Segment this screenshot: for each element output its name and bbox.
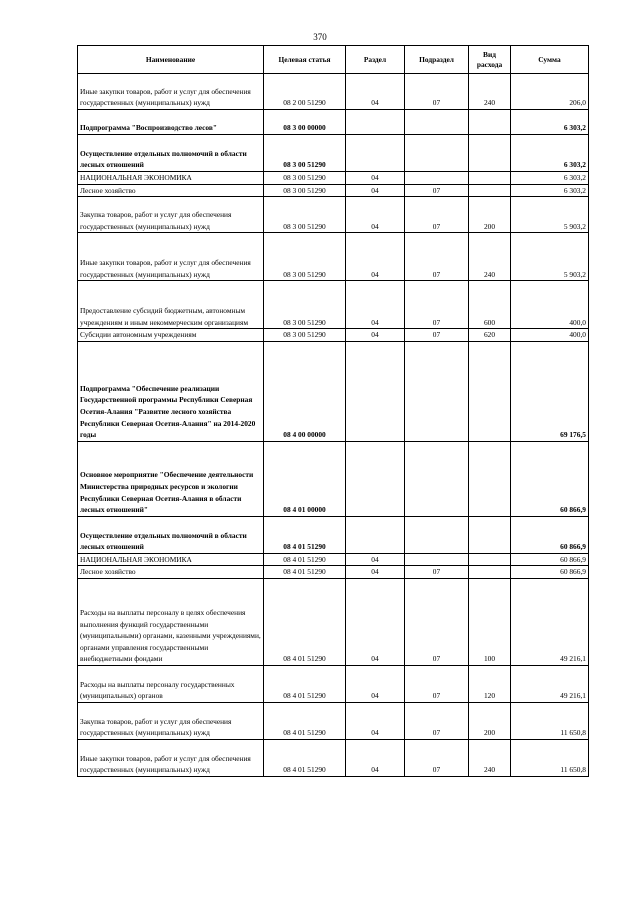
row-sum-cell: 206,0 bbox=[511, 74, 589, 110]
row-vr-cell bbox=[469, 566, 511, 579]
row-subsection-cell: 07 bbox=[405, 665, 469, 702]
row-subsection-cell bbox=[405, 172, 469, 185]
row-vr-cell bbox=[469, 172, 511, 185]
row-sum-cell: 60 866,9 bbox=[511, 441, 589, 516]
table-row bbox=[78, 281, 589, 329]
row-subsection-cell: 07 bbox=[405, 578, 469, 665]
row-code-cell: 08 4 01 00000 bbox=[264, 441, 346, 516]
row-name-cell: Подпрограмма "Воспроизводство лесов" bbox=[78, 110, 264, 135]
table-row bbox=[78, 172, 589, 185]
row-section-cell: 04 bbox=[346, 74, 405, 110]
row-name-cell: Подпрограмма "Обеспечение реализации Государственной программы Республики Северная Осетия-Алания "Развитие лесного хозяйства Республики Северная Осетия-Алания" на 2014-2020 годы bbox=[78, 341, 264, 441]
row-subsection-cell bbox=[405, 516, 469, 553]
row-sum-cell: 6 303,2 bbox=[511, 172, 589, 185]
row-sum-cell: 60 866,9 bbox=[511, 516, 589, 553]
table-row bbox=[78, 516, 589, 553]
row-code-cell: 08 3 00 00000 bbox=[264, 110, 346, 135]
row-code-cell: 08 3 00 51290 bbox=[264, 329, 346, 342]
table-row bbox=[78, 341, 589, 441]
row-section-cell: 04 bbox=[346, 553, 405, 566]
row-vr-cell: 240 bbox=[469, 74, 511, 110]
row-name-cell: Иные закупки товаров, работ и услуг для обеспечения государственных (муниципальных) нужд bbox=[78, 739, 264, 776]
header-code: Целевая статья bbox=[264, 46, 346, 74]
row-vr-cell bbox=[469, 184, 511, 197]
row-vr-cell: 600 bbox=[469, 281, 511, 329]
row-vr-cell bbox=[469, 441, 511, 516]
row-subsection-cell bbox=[405, 441, 469, 516]
row-sum-cell: 400,0 bbox=[511, 281, 589, 329]
row-code-cell: 08 4 00 00000 bbox=[264, 341, 346, 441]
table-row bbox=[78, 665, 589, 702]
row-subsection-cell bbox=[405, 341, 469, 441]
row-section-cell bbox=[346, 341, 405, 441]
row-name-cell: Лесное хозяйство bbox=[78, 184, 264, 197]
table-row bbox=[78, 110, 589, 135]
row-subsection-cell bbox=[405, 110, 469, 135]
row-subsection-cell: 07 bbox=[405, 329, 469, 342]
table-row bbox=[78, 702, 589, 739]
row-subsection-cell bbox=[405, 135, 469, 172]
row-subsection-cell: 07 bbox=[405, 197, 469, 233]
table-row bbox=[78, 441, 589, 516]
row-subsection-cell: 07 bbox=[405, 281, 469, 329]
header-sum: Сумма bbox=[511, 46, 589, 74]
row-vr-cell bbox=[469, 110, 511, 135]
row-section-cell: 04 bbox=[346, 739, 405, 776]
row-subsection-cell bbox=[405, 553, 469, 566]
row-section-cell: 04 bbox=[346, 233, 405, 281]
row-section-cell: 04 bbox=[346, 281, 405, 329]
row-section-cell bbox=[346, 110, 405, 135]
row-section-cell bbox=[346, 135, 405, 172]
row-vr-cell bbox=[469, 516, 511, 553]
row-section-cell bbox=[346, 516, 405, 553]
row-name-cell: Закупка товаров, работ и услуг для обеспечения государственных (муниципальных) нужд bbox=[78, 702, 264, 739]
row-subsection-cell: 07 bbox=[405, 74, 469, 110]
row-sum-cell: 5 903,2 bbox=[511, 233, 589, 281]
row-name-cell: Осуществление отдельных полномочий в области лесных отношений bbox=[78, 135, 264, 172]
header-vr: Вид расхода bbox=[469, 46, 511, 74]
table-header-row bbox=[78, 46, 589, 74]
table-row bbox=[78, 566, 589, 579]
row-sum-cell: 11 650,8 bbox=[511, 702, 589, 739]
row-section-cell: 04 bbox=[346, 172, 405, 185]
row-name-cell: Субсидии автономным учреждениям bbox=[78, 329, 264, 342]
row-name-cell: Основное мероприятие "Обеспечение деятельности Министерства природных ресурсов и экологии Республики Северная Осетия-Алания в области лесных отношений" bbox=[78, 441, 264, 516]
row-code-cell: 08 3 00 51290 bbox=[264, 135, 346, 172]
table-row bbox=[78, 135, 589, 172]
row-sum-cell: 6 303,2 bbox=[511, 135, 589, 172]
row-vr-cell bbox=[469, 553, 511, 566]
row-vr-cell: 240 bbox=[469, 739, 511, 776]
row-name-cell: Расходы на выплаты персоналу государственных (муниципальных) органов bbox=[78, 665, 264, 702]
row-sum-cell: 400,0 bbox=[511, 329, 589, 342]
row-subsection-cell: 07 bbox=[405, 184, 469, 197]
row-code-cell: 08 3 00 51290 bbox=[264, 184, 346, 197]
row-vr-cell bbox=[469, 341, 511, 441]
table-row bbox=[78, 184, 589, 197]
row-vr-cell: 240 bbox=[469, 233, 511, 281]
row-sum-cell: 60 866,9 bbox=[511, 553, 589, 566]
row-name-cell: Осуществление отдельных полномочий в области лесных отношений bbox=[78, 516, 264, 553]
row-code-cell: 08 4 01 51290 bbox=[264, 578, 346, 665]
row-code-cell: 08 3 00 51290 bbox=[264, 197, 346, 233]
row-name-cell: Расходы на выплаты персоналу в целях обеспечения выполнения функций государственными (муниципальными) органами, казенными учреждениями, органами управления государственными внебюджетными фондами bbox=[78, 578, 264, 665]
row-name-cell: Иные закупки товаров, работ и услуг для обеспечения государственных (муниципальных) нужд bbox=[78, 233, 264, 281]
row-sum-cell: 6 303,2 bbox=[511, 110, 589, 135]
row-section-cell: 04 bbox=[346, 566, 405, 579]
row-subsection-cell: 07 bbox=[405, 702, 469, 739]
row-subsection-cell: 07 bbox=[405, 566, 469, 579]
row-section-cell: 04 bbox=[346, 702, 405, 739]
table-row bbox=[78, 578, 589, 665]
row-code-cell: 08 3 00 51290 bbox=[264, 172, 346, 185]
row-section-cell: 04 bbox=[346, 578, 405, 665]
row-sum-cell: 49 216,1 bbox=[511, 578, 589, 665]
row-section-cell: 04 bbox=[346, 197, 405, 233]
row-code-cell: 08 3 00 51290 bbox=[264, 281, 346, 329]
row-code-cell: 08 4 01 51290 bbox=[264, 665, 346, 702]
budget-table bbox=[77, 45, 589, 777]
header-section: Раздел bbox=[346, 46, 405, 74]
table-row bbox=[78, 74, 589, 110]
row-section-cell: 04 bbox=[346, 665, 405, 702]
row-code-cell: 08 4 01 51290 bbox=[264, 702, 346, 739]
table-row bbox=[78, 553, 589, 566]
row-subsection-cell: 07 bbox=[405, 739, 469, 776]
row-vr-cell: 100 bbox=[469, 578, 511, 665]
row-sum-cell: 11 650,8 bbox=[511, 739, 589, 776]
row-name-cell: НАЦИОНАЛЬНАЯ ЭКОНОМИКА bbox=[78, 172, 264, 185]
row-name-cell: Лесное хозяйство bbox=[78, 566, 264, 579]
row-vr-cell: 620 bbox=[469, 329, 511, 342]
page-number: 370 bbox=[313, 32, 327, 42]
row-section-cell bbox=[346, 441, 405, 516]
header-name: Наименование bbox=[78, 46, 264, 74]
row-sum-cell: 6 303,2 bbox=[511, 184, 589, 197]
row-vr-cell: 200 bbox=[469, 197, 511, 233]
row-sum-cell: 5 903,2 bbox=[511, 197, 589, 233]
row-name-cell: Предоставление субсидий бюджетным, автономным учреждениям и иным некоммерческим организациям bbox=[78, 281, 264, 329]
table-row bbox=[78, 197, 589, 233]
row-vr-cell: 120 bbox=[469, 665, 511, 702]
row-code-cell: 08 3 00 51290 bbox=[264, 233, 346, 281]
row-vr-cell: 200 bbox=[469, 702, 511, 739]
table-row bbox=[78, 233, 589, 281]
header-subsection: Подраздел bbox=[405, 46, 469, 74]
row-subsection-cell: 07 bbox=[405, 233, 469, 281]
table-row bbox=[78, 329, 589, 342]
row-sum-cell: 60 866,9 bbox=[511, 566, 589, 579]
row-code-cell: 08 4 01 51290 bbox=[264, 553, 346, 566]
row-code-cell: 08 4 01 51290 bbox=[264, 516, 346, 553]
row-name-cell: НАЦИОНАЛЬНАЯ ЭКОНОМИКА bbox=[78, 553, 264, 566]
row-code-cell: 08 2 00 51290 bbox=[264, 74, 346, 110]
row-sum-cell: 49 216,1 bbox=[511, 665, 589, 702]
row-sum-cell: 69 176,5 bbox=[511, 341, 589, 441]
row-code-cell: 08 4 01 51290 bbox=[264, 739, 346, 776]
row-name-cell: Закупка товаров, работ и услуг для обеспечения государственных (муниципальных) нужд bbox=[78, 197, 264, 233]
table-row bbox=[78, 739, 589, 776]
row-section-cell: 04 bbox=[346, 329, 405, 342]
row-code-cell: 08 4 01 51290 bbox=[264, 566, 346, 579]
row-section-cell: 04 bbox=[346, 184, 405, 197]
row-vr-cell bbox=[469, 135, 511, 172]
row-name-cell: Иные закупки товаров, работ и услуг для обеспечения государственных (муниципальных) нужд bbox=[78, 74, 264, 110]
